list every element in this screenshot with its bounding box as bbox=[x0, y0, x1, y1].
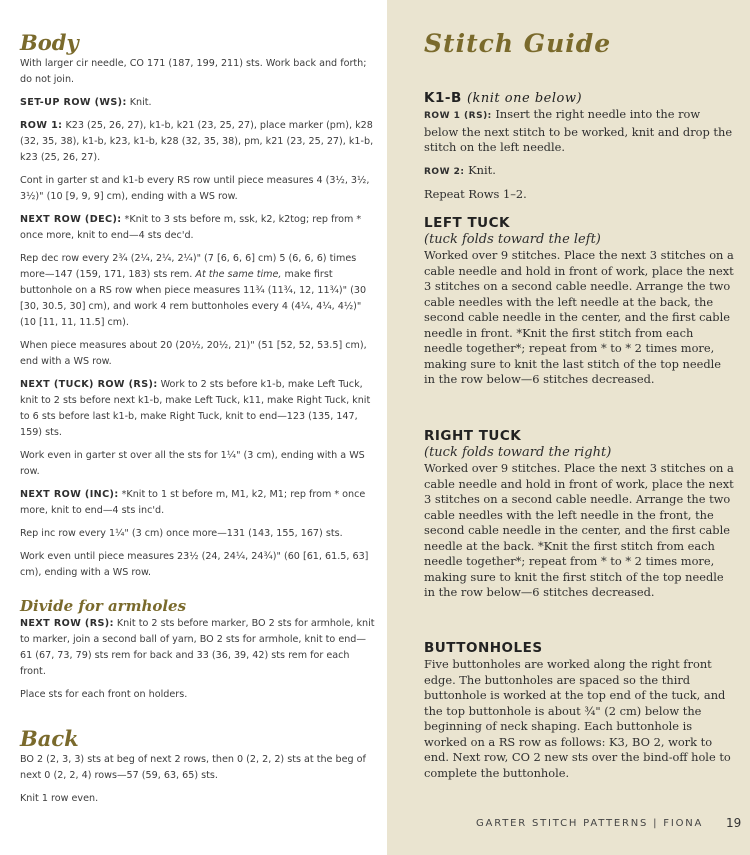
right-tuck-subtitle: (tuck folds toward the right) bbox=[424, 445, 612, 460]
back-heading: Back bbox=[20, 726, 79, 751]
body-heading: Body bbox=[20, 30, 79, 55]
row-1: ROW 1: K23 (25, 26, 27), k1-b, k21 (23, 25, 27), place marker (pm), k28 (32, 35, 38), k1-b, k23, k1-b, k28 (32, 35, 38), pm, k21 (23, 25, 27), k1-b, k23 (25, 26, 27). bbox=[20, 120, 374, 163]
rep-inc: Rep inc row every 1¼" (3 cm) once more—131 (143, 155, 167) sts. bbox=[20, 528, 343, 539]
back-bo: BO 2 (2, 3, 3) sts at beg of next 2 rows, then 0 (2, 2, 2) sts at the beg of next 0 (2, 2, 4) rows—57 (59, 63, 65) sts. bbox=[20, 754, 366, 781]
holders-text: Place sts for each front on holders. bbox=[20, 689, 188, 700]
work-even-1: Work even in garter st over all the sts for 1¼" (3 cm), ending with a WS row. bbox=[20, 450, 365, 477]
setup-row: SET-UP ROW (WS): Knit. bbox=[20, 97, 152, 108]
when-paragraph: When piece measures about 20 (20½, 20½, 21)" (51 [52, 52, 53.5] cm), end with a WS row. bbox=[20, 340, 367, 367]
k1b-row1: ROW 1 (RS): Insert the right needle into the row below the next stitch to be worked, knit and drop the stitch on the left needle. bbox=[424, 107, 733, 154]
dec-row: NEXT ROW (DEC): *Knit to 3 sts before m, ssk, k2, k2tog; rep from * once more, knit to end—4 sts dec'd. bbox=[20, 214, 362, 241]
left-tuck-section bbox=[424, 215, 734, 395]
left-tuck-subtitle: (tuck folds toward the left) bbox=[424, 232, 601, 247]
k1b-heading: K1-B (knit one below) bbox=[424, 90, 583, 106]
cont-paragraph: Cont in garter st and k1-b every RS row until piece measures 4 (3½, 3½, 3½)" (10 [9, 9, 9] cm), ending with a WS row. bbox=[20, 175, 370, 202]
k1b-section bbox=[424, 90, 734, 210]
back-knit: Knit 1 row even. bbox=[20, 793, 99, 804]
body-section bbox=[20, 30, 375, 588]
running-footer: GARTER STITCH PATTERNS | FIONA bbox=[476, 818, 704, 829]
k1b-repeat: Repeat Rows 1–2. bbox=[424, 187, 527, 201]
left-tuck-heading: LEFT TUCK bbox=[424, 215, 510, 231]
page-number: 19 bbox=[726, 816, 742, 830]
armholes-row: NEXT ROW (RS): Knit to 2 sts before marker, BO 2 sts for armhole, knit to marker, join a second ball of yarn, BO 2 sts for armhole, knit to end—61 (67, 73, 79) sts rem for back and 33 (36, 39, 42) sts rem for each front. bbox=[20, 618, 375, 677]
stitch-guide bbox=[424, 29, 734, 58]
left-tuck-text: Worked over 9 stitches. Place the next 3 stitches on a cable needle and hold in front of work, place the next 3 stitches on a second cable needle. Arrange the two cable needles with the left needle at the back, the second cable needle in the center, and the first cable needle in front. *Knit the first stitch from each needle together*; repeat from * to * 2 times more, making sure to knit the last stitch of the top needle in the row below—6 stitches decreased. bbox=[424, 248, 734, 386]
back-section bbox=[20, 726, 375, 814]
k1b-row2: ROW 2: Knit. bbox=[424, 162, 496, 177]
inc-row: NEXT ROW (INC): *Knit to 1 st before m, M1, k2, M1; rep from * once more, knit to end—4 sts inc'd. bbox=[20, 489, 366, 516]
body-intro: With larger cir needle, CO 171 (187, 199, 211) sts. Work back and forth; do not join. bbox=[20, 58, 367, 85]
right-tuck-section bbox=[424, 428, 734, 608]
work-even-2: Work even until piece measures 23½ (24, 24¼, 24¾)" (60 [61, 61.5, 63] cm), ending with a WS row. bbox=[20, 551, 369, 578]
buttonholes-text: Five buttonholes are worked along the right front edge. The buttonholes are spaced so the third buttonhole is worked at the top end of the tuck, and the top buttonhole is about ¾" (2 cm) below the beginning of neck shaping. Each buttonhole is worked on a RS row as follows: K3, BO 2, work to end. Next row, CO 2 new sts over the bind-off hole to complete the buttonhole. bbox=[424, 657, 731, 780]
tuck-row: NEXT (TUCK) ROW (RS): Work to 2 sts before k1-b, make Left Tuck, knit to 2 sts before next k1-b, make Left Tuck, k11, make Right Tuck, knit to 6 sts before last k1-b, make Right Tuck, knit to end—123 (135, 147, 159) sts. bbox=[20, 379, 371, 438]
buttonholes-section bbox=[424, 640, 734, 788]
armholes-section bbox=[20, 596, 375, 710]
stitch-guide-title: Stitch Guide bbox=[424, 29, 612, 58]
rep-dec-paragraph: Rep dec row every 2¾ (2¼, 2¼, 2¼)" (7 [6, 6, 6] cm) 5 (6, 6, 6) times more—147 (159, 171, 183) sts rem. At the same time, make first buttonhole on a RS row when piece measures 11¾ (11¾, 12, 11¾)" (30 [30, 30.5, 30] cm), and work 4 rem buttonholes every 4 (4¼, 4¼, 4½)" (10 [11, 11, 11.5] cm). bbox=[20, 253, 367, 328]
buttonholes-heading: BUTTONHOLES bbox=[424, 640, 543, 656]
armholes-heading: Divide for armholes bbox=[20, 597, 187, 615]
right-tuck-heading: RIGHT TUCK bbox=[424, 428, 522, 444]
right-tuck-text: Worked over 9 stitches. Place the next 3 stitches on a cable needle and hold in front of work, place the next 3 stitches on a second cable needle. Arrange the two cable needles with the left needle in the front, the second cable needle in the center, and the first cable needle at the back. *Knit the first stitch from each needle together*; repeat from * to * 2 times more, making sure to knit the first stitch of the top needle in the row below—6 stitches decreased. bbox=[424, 461, 734, 599]
